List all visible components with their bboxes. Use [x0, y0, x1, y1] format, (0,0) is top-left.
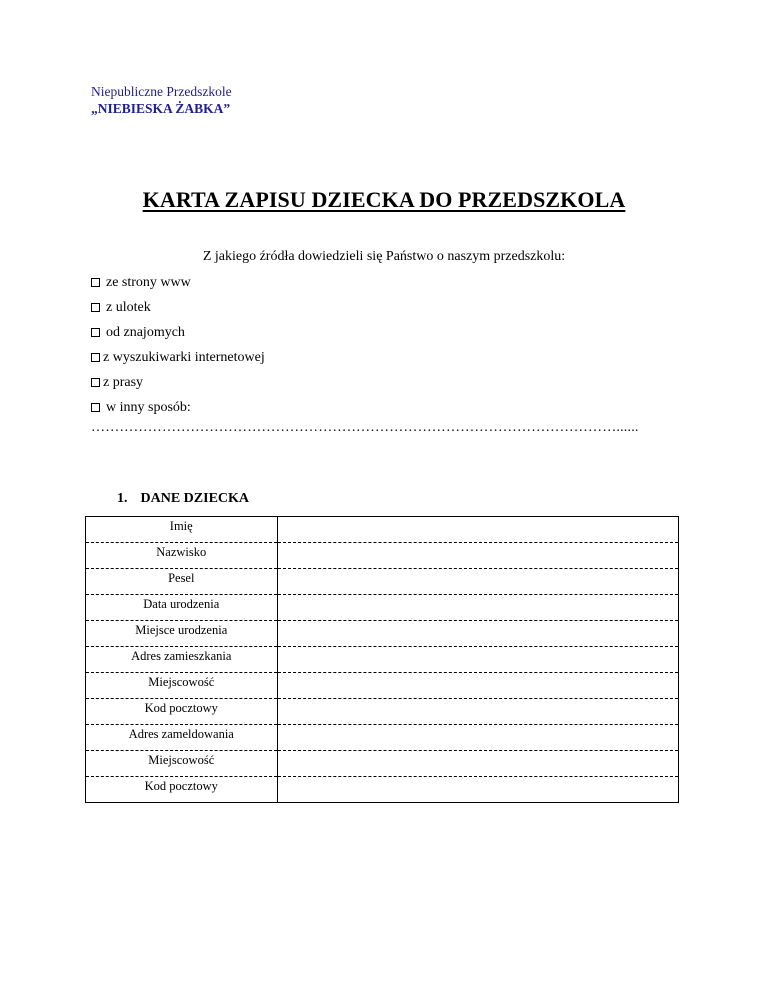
form-title: KARTA ZAPISU DZIECKA DO PRZEDSZKOLA [142, 187, 626, 212]
checkbox-icon[interactable] [91, 328, 100, 337]
value-cell[interactable] [277, 751, 678, 777]
table-row [86, 569, 679, 595]
row-label: Data urodzenia [86, 595, 278, 621]
table-row [86, 543, 679, 569]
option-website[interactable] [91, 270, 265, 295]
value-cell[interactable] [277, 569, 678, 595]
table-row [86, 725, 679, 751]
table-row [86, 699, 679, 725]
value-cell[interactable] [277, 777, 678, 803]
section-number: 1. [117, 491, 128, 506]
option-other[interactable] [91, 395, 265, 420]
checkbox-icon[interactable] [91, 303, 100, 312]
institution-header [91, 83, 232, 117]
row-label: Miejscowość [86, 673, 278, 699]
row-label: Imię [86, 517, 278, 543]
section-title: DANE DZIECKA [140, 491, 250, 506]
section-child-data-heading [117, 491, 249, 507]
value-cell[interactable] [277, 517, 678, 543]
table-row [86, 517, 679, 543]
table-row [86, 621, 679, 647]
option-label: z wyszukiwarki internetowej [103, 350, 265, 365]
value-cell[interactable] [277, 673, 678, 699]
source-options-list [91, 270, 265, 420]
child-data-table [85, 516, 679, 803]
row-label: Adres zameldowania [86, 725, 278, 751]
source-question: Z jakiego źródła dowiedzieli się Państwo o naszym przedszkolu: [202, 249, 566, 264]
option-label: ze strony www [106, 275, 191, 290]
option-label: z ulotek [106, 300, 151, 315]
checkbox-icon[interactable] [91, 278, 100, 287]
value-cell[interactable] [277, 647, 678, 673]
option-label: od znajomych [106, 325, 185, 340]
option-label: z prasy [103, 375, 144, 390]
value-cell[interactable] [277, 699, 678, 725]
checkbox-icon[interactable] [91, 403, 100, 412]
institution-type: Niepubliczne Przedszkole [91, 84, 232, 99]
table-row [86, 595, 679, 621]
option-press[interactable] [91, 370, 265, 395]
row-label: Kod pocztowy [86, 699, 278, 725]
institution-name: „NIEBIESKA ŻABKA” [91, 101, 231, 116]
value-cell[interactable] [277, 621, 678, 647]
other-source-fill-line[interactable]: …………………………………………………………………………………………………...... [91, 420, 639, 435]
table-row [86, 751, 679, 777]
table-row [86, 777, 679, 803]
option-friends[interactable] [91, 320, 265, 345]
value-cell[interactable] [277, 543, 678, 569]
option-leaflets[interactable] [91, 295, 265, 320]
value-cell[interactable] [277, 725, 678, 751]
table-row [86, 673, 679, 699]
row-label: Miejscowość [86, 751, 278, 777]
row-label: Miejsce urodzenia [86, 621, 278, 647]
row-label: Kod pocztowy [86, 777, 278, 803]
row-label: Adres zamieszkania [86, 647, 278, 673]
row-label: Pesel [86, 569, 278, 595]
value-cell[interactable] [277, 595, 678, 621]
option-search-engine[interactable] [91, 345, 265, 370]
checkbox-icon[interactable] [91, 353, 100, 362]
option-label: w inny sposób: [106, 400, 191, 415]
row-label: Nazwisko [86, 543, 278, 569]
table-row [86, 647, 679, 673]
checkbox-icon[interactable] [91, 378, 100, 387]
